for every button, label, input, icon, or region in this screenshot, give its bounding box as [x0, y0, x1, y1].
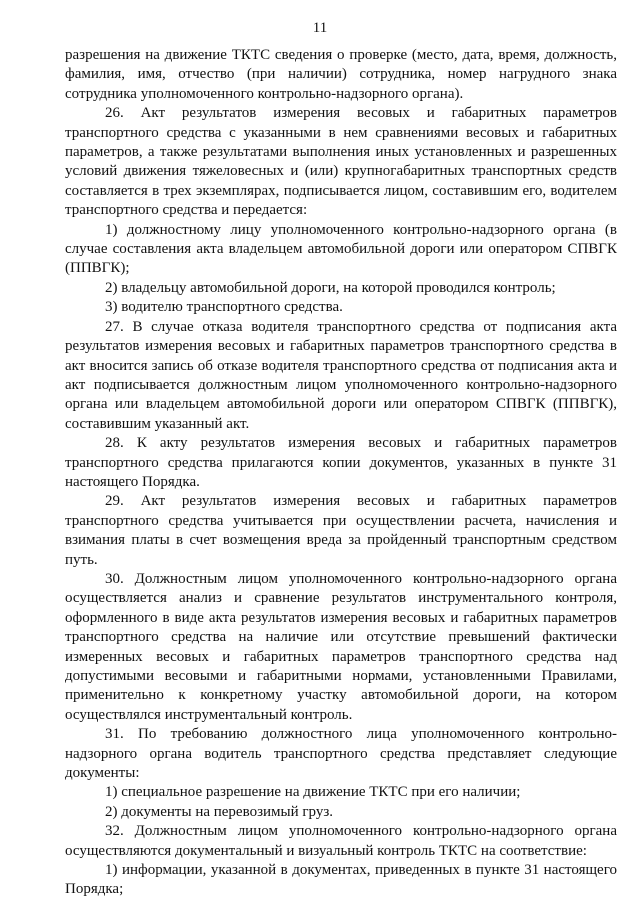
document-body — [65, 46, 617, 900]
paragraph-29: 29. Акт результатов измерения весовых и габаритных параметров транспортного средства учитывается при осуществлении расчета, начисления и взимания платы в счет возмещения вреда за пройденный транспортным средством путь. — [65, 493, 617, 568]
paragraph-28: 28. К акту результатов измерения весовых и габаритных параметров транспортного средства прилагаются копии документов, указанных в пункте 31 настоящего Порядка. — [65, 435, 617, 490]
paragraph-continuation: разрешения на движение ТКТС сведения о проверке (место, дата, время, должность, фамилия, имя, отчество (при наличии) сотрудника, номер нагрудного знака сотрудника уполномоченного контрольно-надзорного органа). — [65, 47, 617, 102]
list-item-31-2: 2) документы на перевозимый груз. — [105, 803, 334, 820]
paragraph-30: 30. Должностным лицом уполномоченного контрольно-надзорного органа осуществляется анализ и сравнение результатов инструментального контроля, оформленного в виде акта результатов измерения весовых и габаритных параметров транспортного средства на наличие или отсутствие превышений фактически измеренных весовых и габаритных параметров транспортного средства над допустимыми весовыми и габаритными нормами, установленными Правилами, применительно к конкретному участку автомобильной дороги, на котором осуществлялся инструментальный контроль. — [65, 570, 617, 723]
list-item-26-1: 1) должностному лицу уполномоченного контрольно-надзорного органа (в случае составления акта владельцем автомобильной дороги или оператором СПВГК (ППВГК); — [65, 221, 617, 277]
list-item-32-1: 1) информации, указанной в документах, приведенных в пункте 31 настоящего Порядка; — [65, 862, 617, 898]
page-number: 11 — [312, 20, 328, 36]
list-item-31-1: 1) специальное разрешение на движение ТКТС при его наличии; — [105, 784, 521, 801]
paragraph-32: 32. Должностным лицом уполномоченного контрольно-надзорного органа осуществляются документальный и визуальный контроль ТКТС на соответствие: — [65, 823, 617, 859]
paragraph-27: 27. В случае отказа водителя транспортного средства от подписания акта результатов измерения весовых и габаритных параметров транспортного средства в акт вносится запись об отказе водителя транспортного средства от подписания акта и акт подписывается должностным лицом уполномоченного контрольно-надзорного органа или владельцем автомобильной дороги или оператором СПВГК (ППВГК), составившим указанный акт. — [65, 318, 617, 432]
list-item-26-2: 2) владельцу автомобильной дороги, на которой проводился контроль; — [105, 279, 556, 296]
paragraph-26: 26. Акт результатов измерения весовых и габаритных параметров транспортного средства с указанными в нем сравнениями весовых и габаритных параметров, а также результатами выполнения иных установленных и разрешенных условий движения тяжеловесных и (или) крупногабаритных транспортных средств составляется в трех экземплярах, подписывается лицом, составившим его, водителем транспортного средства и передается: — [65, 105, 617, 219]
paragraph-31: 31. По требованию должностного лица уполномоченного контрольно-надзорного органа водитель транспортного средства представляет следующие документы: — [65, 726, 617, 782]
list-item-26-3: 3) водителю транспортного средства. — [105, 299, 343, 316]
